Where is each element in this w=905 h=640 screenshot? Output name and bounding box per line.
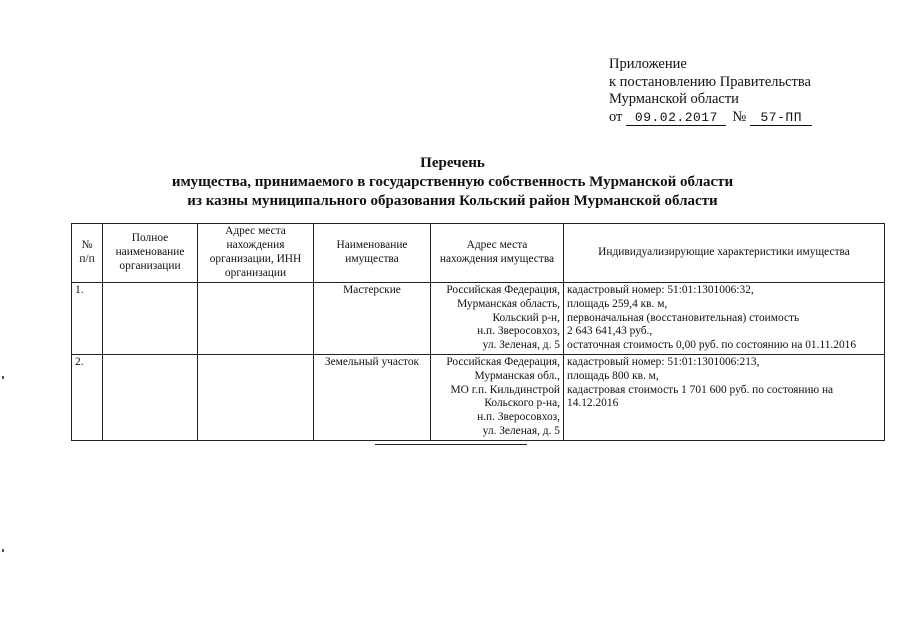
header-property-name: Наименование имущества	[314, 224, 431, 283]
characteristics-cell: кадастровый номер: 51:01:1301006:213, площадь 800 кв. м, кадастровая стоимость 1 701 600 руб. по состоянию на 14.12.2016	[564, 354, 885, 440]
org-name-cell	[103, 283, 198, 355]
property-address-cell: Российская Федерация, Мурманская область, Кольский р-н, н.п. Зверосовхоз, ул. Зеленая, д. 5	[431, 283, 564, 355]
appendix-title: Приложение	[609, 56, 687, 72]
header-org-name: Полное наименование организации	[103, 224, 198, 283]
heading-source: из казны муниципального образования Кольский район Мурманской области	[187, 193, 718, 209]
decree-date: 09.02.2017	[626, 110, 726, 126]
scan-edge-mark	[2, 376, 4, 379]
appendix-reference: к постановлению Правительства	[609, 73, 811, 90]
row-number: 2.	[72, 354, 103, 440]
scan-edge-mark	[2, 549, 4, 552]
org-address-cell	[198, 283, 314, 355]
date-prefix: от	[609, 108, 623, 125]
table-row	[72, 283, 885, 355]
header-property-address: Адрес места нахождения имущества	[431, 224, 564, 283]
property-table	[71, 223, 885, 441]
row-number: 1.	[72, 283, 103, 355]
property-name-cell: Мастерские	[314, 283, 431, 355]
appendix-block	[609, 56, 812, 126]
appendix-date-number	[609, 109, 812, 127]
table-header-row	[72, 224, 885, 283]
heading-title: Перечень	[420, 155, 485, 171]
header-org-address: Адрес места нахождения организации, ИНН организации	[198, 224, 314, 283]
appendix-region: Мурманской области	[609, 91, 739, 107]
number-prefix: №	[732, 108, 747, 125]
characteristics-cell: кадастровый номер: 51:01:1301006:32, площадь 259,4 кв. м, первоначальная (восстановительная) стоимость 2 643 641,43 руб., остаточная стоимость 0,00 руб. по состоянию на 01.11.2016	[564, 283, 885, 355]
header-characteristics: Индивидуализирующие характеристики имущества	[564, 224, 885, 283]
property-address-cell: Российская Федерация, Мурманская обл., МО г.п. Кильдинстрой Кольского р-на, н.п. Зверосовхоз, ул. Зеленая, д. 5	[431, 354, 564, 440]
document-heading	[0, 154, 905, 211]
org-address-cell	[198, 354, 314, 440]
closing-rule	[375, 444, 527, 445]
header-num: № п/п	[72, 224, 103, 283]
heading-subtitle: имущества, принимаемого в государственную собственность Мурманской области	[171, 174, 734, 190]
property-name-cell: Земельный участок	[314, 354, 431, 440]
decree-number: 57-ПП	[750, 110, 812, 126]
org-name-cell	[103, 354, 198, 440]
table-row	[72, 354, 885, 440]
